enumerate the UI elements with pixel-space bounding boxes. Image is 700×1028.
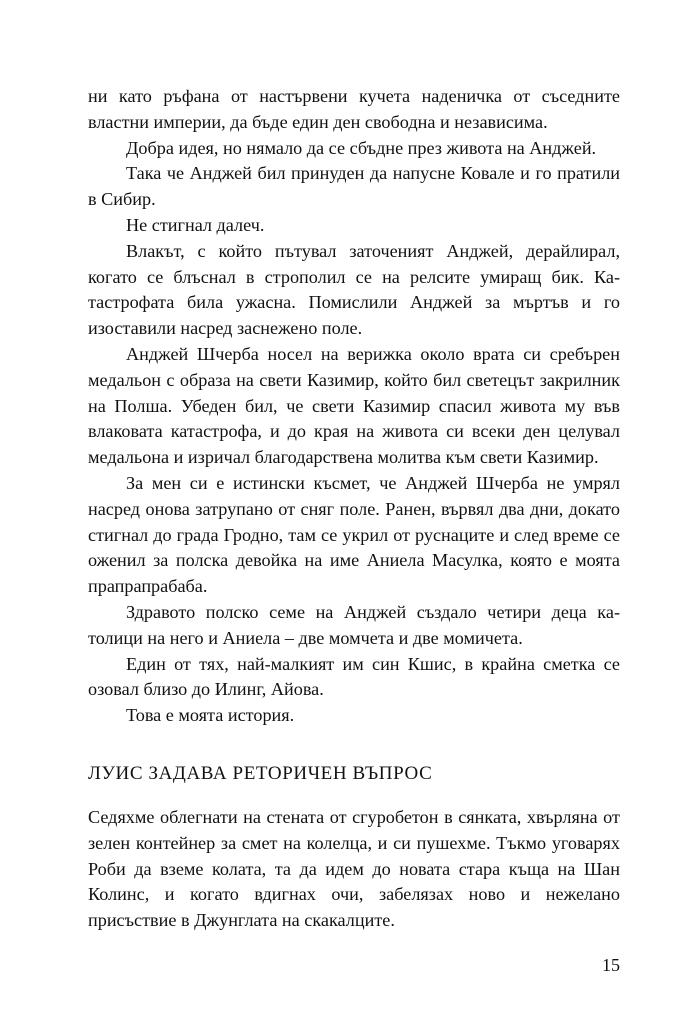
paragraph-8: Здравото полско семе на Анджей създало четири деца католици на него и Аниела – две момчета и две момичета.	[88, 601, 620, 648]
paragraph-1: ни като ръфана от настървени кучета наденичка от съседните властни империи, да бъде един ден свободна и независима.	[88, 86, 620, 132]
paragraph-2: Добра идея, но нямало да се сбъдне през живота на Анджей.	[126, 137, 597, 158]
paragraph-3: Така че Анджей бил принуден да напусне Ковале и го пратили в Сибир.	[88, 163, 620, 210]
paragraph-4: Не стигнал далеч.	[126, 214, 265, 235]
section-paragraph: Седяхме облегнати на стената от сгуробетон в сянката, хвърляна от зелен контейнер за смет на колелца, и си пушехме. Тъкмо уговарях Роби да вземе колата, та да идем до новата стара къща на Шан Колинс, и когато вдигнах очи, забелязах ново и нежелано присъствие в Джунглата на скакалците.	[88, 807, 620, 931]
paragraph-5: Влакът, с който пътувал заточеният Анджей, дерайлирал, когато се блъснал в строполил се на релсите умиращ бик. Катастрофата била ужасна. Помислили Анджей за мъртъв и го изоставили насред заснежено поле.	[88, 240, 620, 339]
paragraph-9: Един от тях, най-малкият им син Кшис, в крайна сметка се озовал близо до Илинг, Айова.	[88, 653, 620, 700]
section-heading: ЛУИС ЗАДАВА РЕТОРИЧЕН ВЪПРОС	[88, 763, 433, 784]
paragraph-10: Това е моята история.	[126, 705, 295, 726]
body-text	[88, 84, 620, 729]
page-number: 15	[602, 955, 620, 975]
paragraph-6: Анджей Шчерба носел на верижка около врата си сребърен медальон с образа на свети Казимир, който бил светецът закрилник на Полша. Убеден бил, че свети Казимир спасил живота му във влаковата катастрофа, и до края на живота си всеки ден целувал медальона и изричал благодарствена молитва към свети Казимир.	[88, 343, 620, 468]
paragraph-7: За мен си е истински късмет, че Анджей Шчерба не умрял насред онова затрупано от сняг поле. Ранен, вървял два дни, докато стигнал до града Гродно, там се укрил от руснаците и след време се оженил за полска девойка на име Аниела Масулка, която е моята прапрапрабаба.	[88, 472, 620, 597]
chapter-section	[88, 761, 620, 934]
